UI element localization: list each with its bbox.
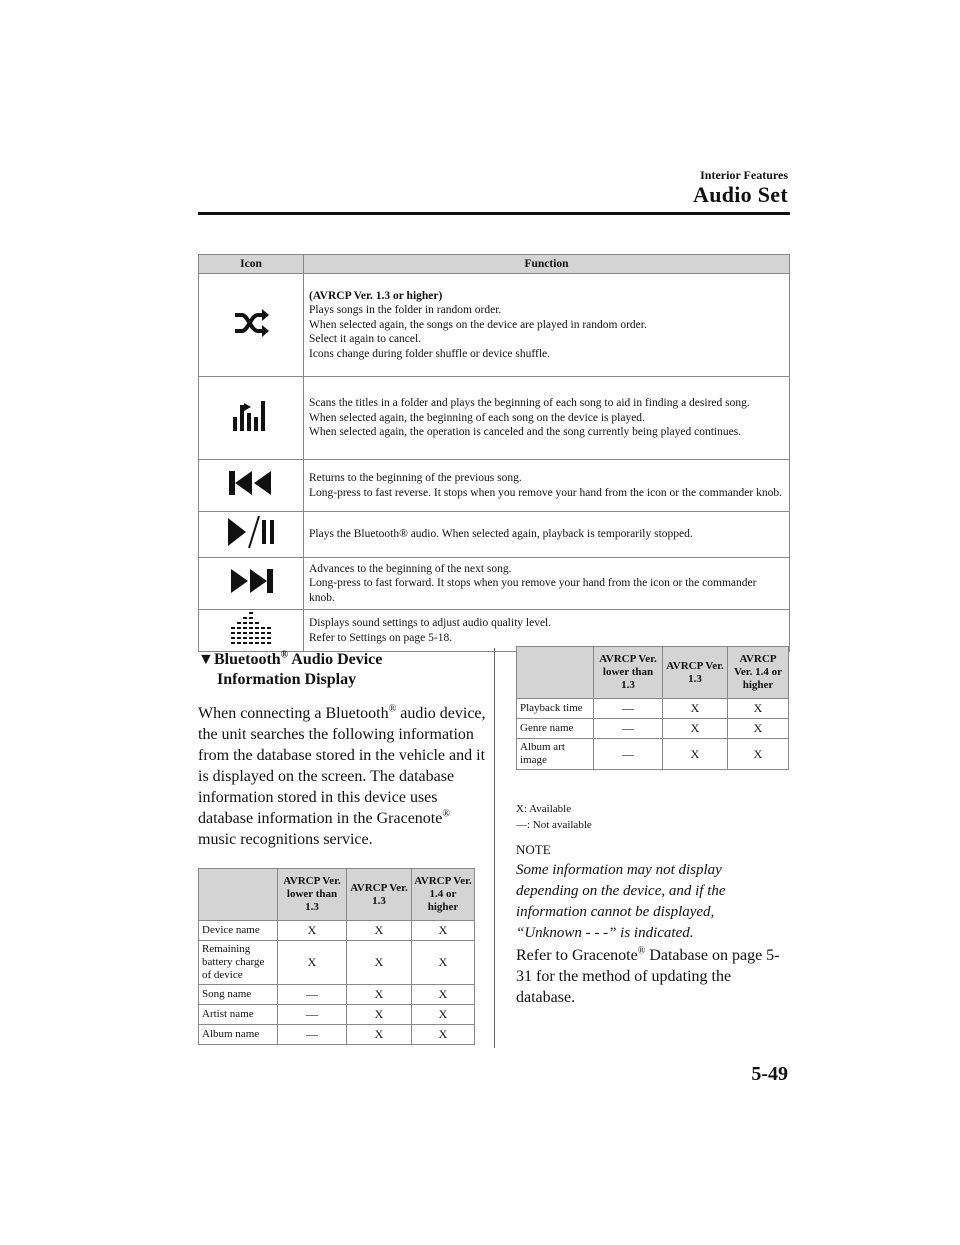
cell-value: X (663, 719, 728, 739)
cell-value: X (663, 739, 728, 770)
function-line: When selected again, the songs on the device are played in random order. (309, 318, 647, 331)
body-text-b: audio device, the unit searches the following information from the database stored in the vehicle and it is displayed on the screen. The database information stored in this device uses database information in the Gracenote (198, 705, 486, 827)
header-rule (198, 212, 790, 215)
avrcp-table-right (516, 646, 789, 770)
icon-function-table (198, 254, 790, 652)
cell-value: X (412, 1005, 475, 1025)
avrcp-table-left (198, 868, 475, 1045)
function-cell (304, 460, 790, 512)
table-row (517, 719, 789, 739)
cell-value: X (412, 941, 475, 985)
row-label: Song name (199, 985, 278, 1005)
cell-value: X (728, 699, 789, 719)
icon-cell (199, 460, 304, 512)
avrcp-col-header: AVRCP Ver. 1.3 (347, 869, 412, 921)
cell-value: X (347, 941, 412, 985)
cell-value: X (663, 699, 728, 719)
row-label: Playback time (517, 699, 594, 719)
cell-value: X (728, 739, 789, 770)
table-row (199, 1005, 475, 1025)
scan-icon (232, 401, 270, 431)
avrcp-col-header: AVRCP Ver. lower than 1.3 (278, 869, 347, 921)
refer-text (516, 945, 781, 1008)
avrcp-col-header: AVRCP Ver. 1.4 or higher (412, 869, 475, 921)
cell-value: — (594, 719, 663, 739)
avrcp-col-header: AVRCP Ver. 1.4 or higher (728, 647, 789, 699)
function-line: Advances to the beginning of the next song. (309, 562, 512, 575)
function-line: When selected again, the operation is canceled and the song currently being played continues. (309, 426, 742, 439)
cell-value: X (412, 985, 475, 1005)
section-title-a: Bluetooth (214, 651, 281, 668)
page-number: 5-49 (751, 1063, 788, 1085)
cell-value: X (347, 985, 412, 1005)
table-row (199, 460, 790, 512)
table-row (199, 921, 475, 941)
row-label: Album name (199, 1025, 278, 1045)
icon-column-header: Icon (199, 255, 304, 274)
function-line: Plays songs in the folder in random order. (309, 304, 502, 317)
registered-mark: ® (280, 649, 289, 661)
table-row (199, 941, 475, 985)
table-row (517, 739, 789, 770)
avrcp-col-header: AVRCP Ver. 1.3 (663, 647, 728, 699)
function-column-header: Function (304, 255, 790, 274)
cell-value: X (412, 921, 475, 941)
icon-cell (199, 377, 304, 460)
function-cell (304, 558, 790, 610)
sound-settings-icon (231, 612, 271, 644)
previous-track-icon (229, 471, 273, 495)
cell-value: — (278, 1005, 347, 1025)
section-body-text (198, 703, 488, 850)
cell-value: X (412, 1025, 475, 1045)
refer-text-b: Database on page 5-31 for the method of updating the database. (516, 947, 780, 1006)
function-line: Select it again to cancel. (309, 333, 422, 346)
cell-value: — (278, 1025, 347, 1045)
function-line: Displays sound settings to adjust audio quality level. (309, 617, 552, 629)
registered-mark: ® (388, 703, 397, 715)
section-title-line2: Information Display (217, 671, 357, 688)
legend-available: X: Available (516, 803, 572, 815)
body-text-a: When connecting a Bluetooth (198, 705, 389, 722)
body-text-c: music recognitions service. (198, 831, 373, 848)
function-line: Long-press to fast reverse. It stops when you remove your hand from the icon or the commander knob. (309, 486, 782, 499)
legend-not-available: —: Not available (516, 819, 592, 831)
table-row (199, 274, 790, 377)
table-row (199, 558, 790, 610)
icon-cell (199, 558, 304, 610)
icon-cell (199, 274, 304, 377)
header-section-label: Interior Features (700, 168, 788, 182)
page-title: Audio Set (693, 182, 788, 207)
function-cell (304, 274, 790, 377)
table-row (199, 985, 475, 1005)
next-track-icon (229, 569, 273, 593)
avrcp-col-header: AVRCP Ver. lower than 1.3 (594, 647, 663, 699)
play-pause-icon (226, 515, 276, 549)
cell-value: — (594, 699, 663, 719)
row-label: Artist name (199, 1005, 278, 1025)
function-line: When selected again, the beginning of each song on the device is played. (309, 411, 645, 424)
function-line: Scans the titles in a folder and plays the beginning of each song to aid in finding a desired song. (309, 397, 750, 410)
function-line: Plays the Bluetooth® audio. When selected again, playback is temporarily stopped. (309, 528, 693, 541)
table-row (199, 512, 790, 558)
row-label: Genre name (517, 719, 594, 739)
registered-mark: ® (637, 945, 646, 957)
shuffle-icon (233, 309, 269, 337)
function-line: Icons change during folder shuffle or device shuffle. (309, 347, 550, 360)
function-heading: (AVRCP Ver. 1.3 or higher) (309, 289, 443, 302)
table-header-row (517, 647, 789, 699)
section-title-b: Audio Device (288, 651, 383, 668)
cell-value: X (347, 921, 412, 941)
cell-value: X (278, 921, 347, 941)
cell-value: X (347, 1025, 412, 1045)
icon-cell (199, 512, 304, 558)
cell-value: X (728, 719, 789, 739)
table-row (199, 1025, 475, 1045)
registered-mark: ® (442, 808, 450, 820)
table-header-row (199, 255, 790, 274)
section-triangle-marker: ▼ (198, 651, 214, 668)
function-line: Refer to Settings on page 5-18. (309, 631, 453, 644)
column-divider (494, 648, 495, 1048)
function-cell (304, 512, 790, 558)
function-cell (304, 377, 790, 460)
table-row (199, 377, 790, 460)
section-heading (198, 650, 488, 690)
function-line: Long-press to fast forward. It stops when you remove your hand from the icon or the commander knob. (309, 577, 757, 604)
availability-legend (516, 801, 592, 833)
cell-value: — (278, 985, 347, 1005)
row-label: Album art image (517, 739, 594, 770)
row-label: Device name (199, 921, 278, 941)
row-label: Remaining battery charge of device (199, 941, 278, 985)
blank-header (199, 869, 278, 921)
icon-cell (199, 610, 304, 652)
refer-text-a: Refer to Gracenote (516, 947, 638, 964)
function-line: Returns to the beginning of the previous song. (309, 472, 522, 484)
table-header-row (199, 869, 475, 921)
blank-header (517, 647, 594, 699)
table-row (517, 699, 789, 719)
note-label: NOTE (516, 842, 551, 857)
note-text: Some information may not display depending on the device, and if the information cannot be displayed, “Unknown - - -” is indicated. (516, 862, 726, 941)
cell-value: — (594, 739, 663, 770)
cell-value: X (278, 941, 347, 985)
cell-value: X (347, 1005, 412, 1025)
